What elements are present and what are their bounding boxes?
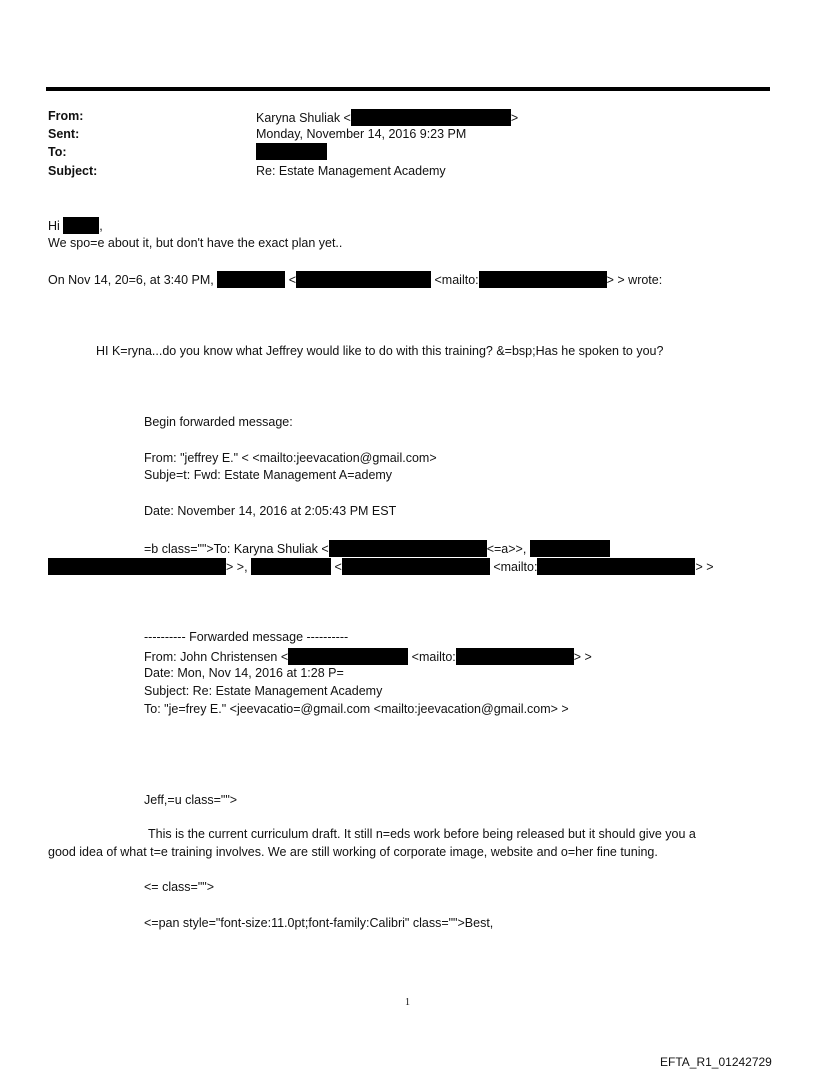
best-line: <=pan style="font-size:11.0pt;font-family:Calibri" class="">Best,: [144, 916, 494, 930]
jc-subject: Subject: Re: Estate Management Academy: [144, 684, 383, 698]
subject-label: Subject:: [48, 164, 98, 178]
to-label: To:: [48, 145, 67, 159]
from-name: Karyna Shuliak <: [256, 111, 351, 125]
redaction: [530, 540, 610, 557]
fwd-to-line2: [48, 558, 714, 575]
begin-forwarded: Begin forwarded message:: [144, 415, 293, 429]
fwd-divider: ---------- Forwarded message ----------: [144, 630, 349, 644]
to2-gt: > >,: [226, 560, 248, 574]
jc-from-line: [144, 648, 592, 665]
redaction: [48, 558, 226, 575]
from-close: >: [510, 111, 519, 125]
jc-end: > >: [573, 650, 592, 664]
to2-end: > >: [695, 560, 714, 574]
redaction: [351, 109, 511, 126]
header-rule: [46, 87, 770, 91]
redaction: [537, 558, 695, 575]
redaction: [456, 648, 574, 665]
to-prefix: =b class="">To: Karyna Shuliak <: [144, 542, 329, 556]
to2-lt: <: [334, 560, 342, 574]
redaction: [296, 271, 431, 288]
subject-value: Re: Estate Management Academy: [256, 164, 446, 178]
fwd-subject: Subje=t: Fwd: Estate Management A=ademy: [144, 468, 393, 482]
greeting-text: Hi: [48, 219, 60, 233]
fwd-date: Date: November 14, 2016 at 2:05:43 PM EST: [144, 504, 397, 518]
sent-value: Monday, November 14, 2016 9:23 PM: [256, 127, 467, 141]
redaction: [342, 558, 490, 575]
redaction: [288, 648, 408, 665]
jc-mailto: <mailto:: [411, 650, 456, 664]
quote-header: [48, 271, 662, 288]
class-line: <= class="">: [144, 880, 215, 894]
fwd-to-line: [144, 540, 610, 557]
on-mailto: <mailto:: [434, 273, 479, 287]
redaction: [329, 540, 487, 557]
redaction: [479, 271, 607, 288]
fwd-from: From: "jeffrey E." < <mailto:jeevacation@gmail.com>: [144, 451, 437, 465]
from-label: From:: [48, 109, 84, 123]
greeting-comma: ,: [99, 219, 103, 233]
document-id: EFTA_R1_01242729: [660, 1055, 772, 1069]
redaction: [63, 217, 99, 234]
quoted-question: HI K=ryna...do you know what Jeffrey would like to do with this training? &=bsp;Has he spoken to you?: [96, 344, 664, 358]
jc-from: From: John Christensen <: [144, 650, 289, 664]
redaction: [217, 271, 285, 288]
page-number: 1: [405, 997, 410, 1008]
jc-to: To: "je=frey E." <jeevacatio=@gmail.com <mailto:jeevacation@gmail.com> >: [144, 702, 569, 716]
jeff-line: Jeff,=u class="">: [144, 793, 238, 807]
to-a: <=a>>,: [486, 542, 527, 556]
redaction: [251, 558, 331, 575]
to2-mailto: <mailto:: [493, 560, 538, 574]
jc-date: Date: Mon, Nov 14, 2016 at 1:28 P=: [144, 666, 344, 680]
on-lt: <: [288, 273, 297, 287]
from-value: [256, 109, 518, 126]
redaction: [256, 143, 327, 160]
para-line2: good idea of what t=e training involves. We are still working of corporate image, website and o=her fine tuning.: [48, 845, 658, 859]
on-wrote: > > wrote:: [606, 273, 663, 287]
body-line: We spo=e about it, but don't have the exact plan yet..: [48, 236, 343, 250]
greeting: [48, 217, 103, 234]
para-line1: This is the current curriculum draft. It still n=eds work before being released but it should give you a: [148, 827, 696, 841]
sent-label: Sent:: [48, 127, 80, 141]
on-prefix: On Nov 14, 20=6, at 3:40 PM,: [48, 273, 214, 287]
